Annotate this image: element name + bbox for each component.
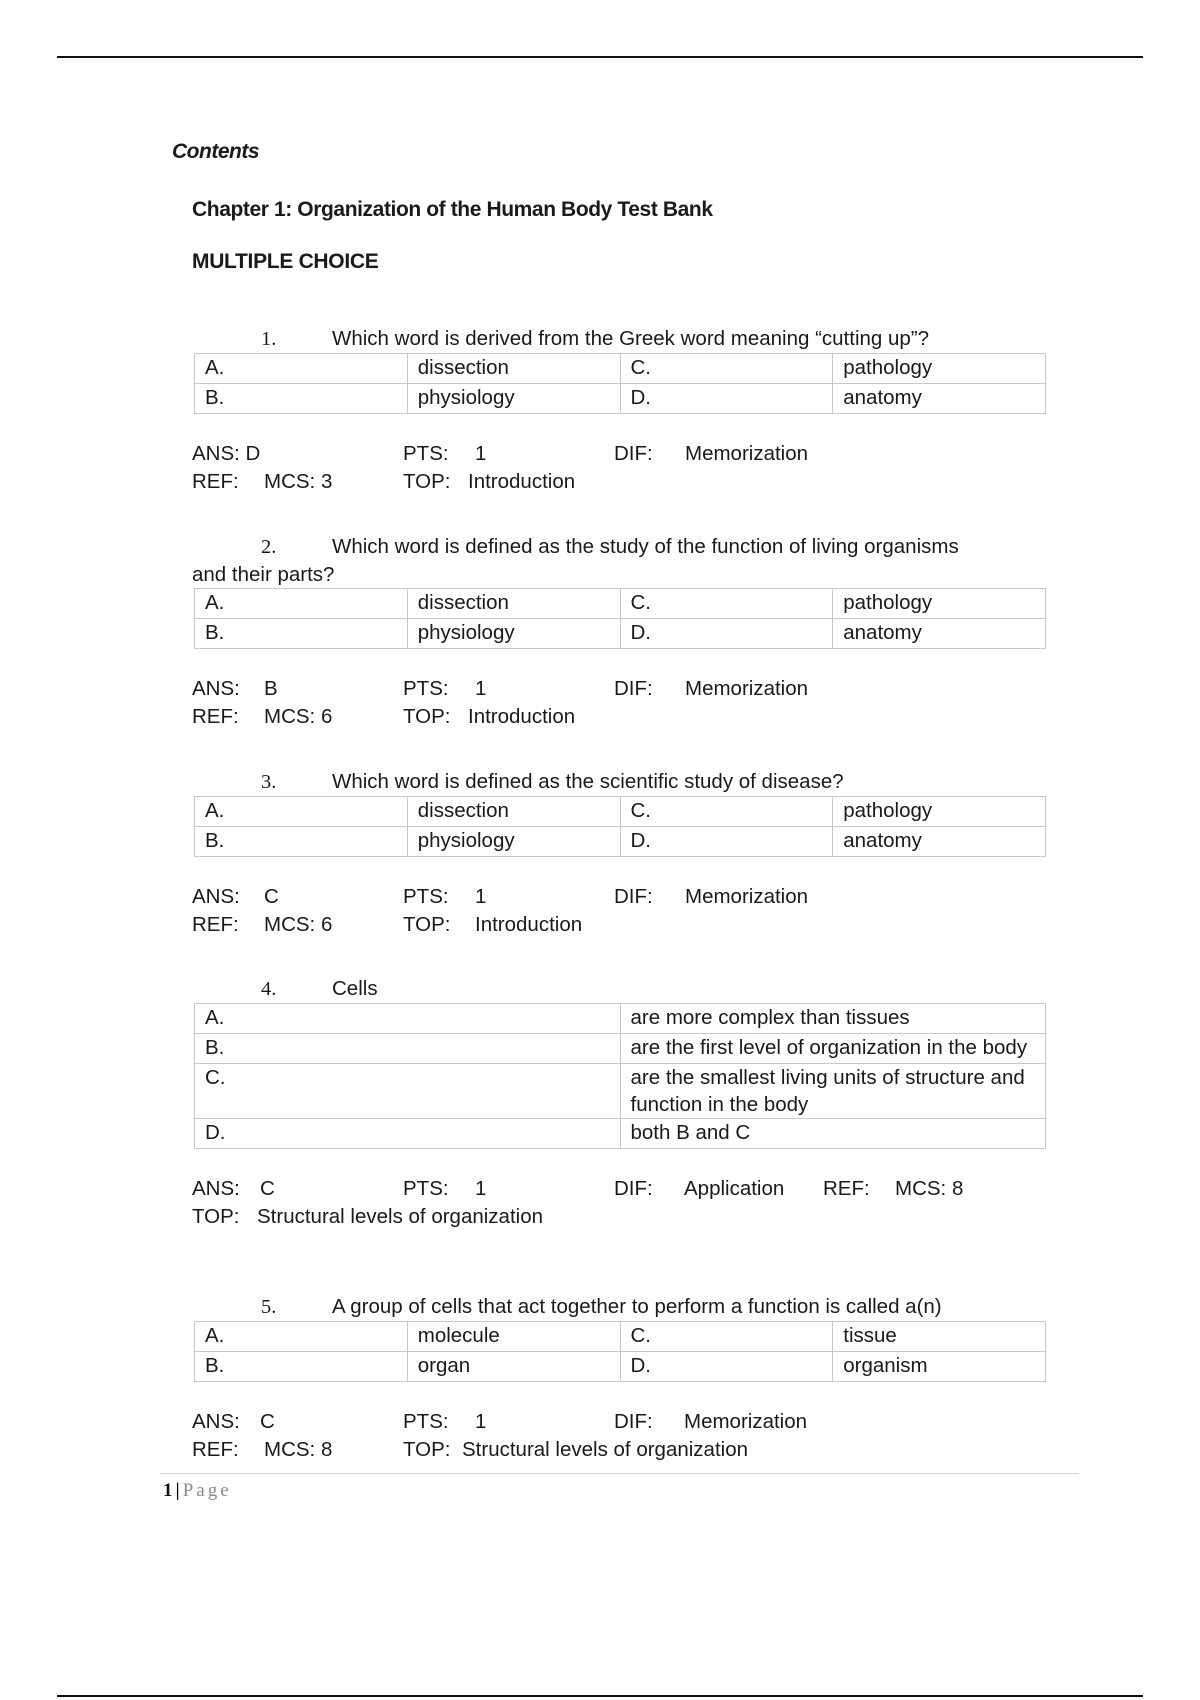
answer-meta	[192, 1175, 1052, 1231]
answer-options-table	[194, 1003, 1046, 1149]
dif-value: Memorization	[685, 442, 809, 465]
dif-value: Memorization	[684, 1410, 808, 1433]
question-stem	[192, 325, 1052, 353]
question-text: Which word is defined as the scientific study of disease?	[332, 770, 844, 793]
table-row	[195, 1004, 1046, 1034]
contents-title: Contents	[172, 140, 259, 163]
option-text: are the smallest living units of structure and function in the body	[620, 1064, 1046, 1119]
answer-meta	[192, 675, 1052, 731]
pts-value: 1	[475, 885, 487, 908]
question-number: 3.	[261, 771, 277, 793]
option-text: are more complex than tissues	[620, 1004, 1046, 1034]
question-text-continued: and their parts?	[192, 563, 335, 586]
top-label: TOP:	[192, 1205, 240, 1228]
table-row	[195, 354, 1046, 384]
question-number: 1.	[261, 328, 277, 350]
option-text: dissection	[407, 354, 620, 384]
option-text: both B and C	[620, 1119, 1046, 1149]
option-text: molecule	[407, 1322, 620, 1352]
ref-label: REF:	[192, 470, 239, 493]
option-letter: A.	[195, 589, 408, 619]
option-text: anatomy	[833, 827, 1046, 857]
table-row	[195, 827, 1046, 857]
option-letter: C.	[620, 797, 833, 827]
dif-value: Memorization	[685, 677, 809, 700]
ref-label: REF:	[192, 913, 239, 936]
option-letter: B.	[195, 384, 408, 414]
dif-label: DIF:	[614, 1410, 653, 1433]
pts-value: 1	[475, 1410, 487, 1433]
question-number: 5.	[261, 1296, 277, 1318]
dif-value: Memorization	[685, 885, 809, 908]
question-stem	[192, 1293, 1052, 1321]
question-5	[192, 1293, 1052, 1464]
ref-label: REF:	[192, 705, 239, 728]
option-letter: C.	[620, 1322, 833, 1352]
question-number: 2.	[261, 536, 277, 558]
option-text: physiology	[407, 619, 620, 649]
top-label: TOP:	[403, 913, 451, 936]
ans-value: B	[264, 677, 278, 700]
page-label: Page	[182, 1480, 232, 1501]
option-letter: B.	[195, 619, 408, 649]
option-letter: A.	[195, 1322, 408, 1352]
question-stem	[192, 768, 1052, 796]
option-text: are the first level of organization in the body	[620, 1034, 1046, 1064]
answer-options-table	[194, 588, 1046, 649]
question-4	[192, 975, 1052, 1231]
pts-value: 1	[475, 677, 487, 700]
ans-label: ANS:	[192, 1177, 240, 1200]
bottom-rule	[57, 1695, 1143, 1697]
option-text: pathology	[833, 589, 1046, 619]
option-letter: D.	[195, 1119, 621, 1149]
question-1	[192, 325, 1052, 496]
ref-label: REF:	[823, 1177, 870, 1200]
pts-label: PTS:	[403, 677, 449, 700]
option-letter: A.	[195, 354, 408, 384]
option-letter: D.	[620, 384, 833, 414]
answer-meta	[192, 440, 1052, 496]
option-text: organism	[833, 1352, 1046, 1382]
footer-rule	[160, 1473, 1079, 1474]
question-text: Which word is derived from the Greek word meaning “cutting up”?	[332, 327, 930, 350]
ref-value: MCS: 8	[264, 1438, 333, 1461]
option-text: anatomy	[833, 619, 1046, 649]
option-letter: D.	[620, 827, 833, 857]
top-value: Introduction	[468, 705, 576, 728]
dif-label: DIF:	[614, 885, 653, 908]
option-text: anatomy	[833, 384, 1046, 414]
table-row	[195, 1119, 1046, 1149]
table-row	[195, 589, 1046, 619]
option-text: organ	[407, 1352, 620, 1382]
answer-meta	[192, 1408, 1052, 1464]
pts-value: 1	[475, 442, 487, 465]
option-letter: C.	[620, 589, 833, 619]
question-text: A group of cells that act together to perform a function is called a(n)	[332, 1295, 942, 1318]
answer-options-table	[194, 353, 1046, 414]
question-number: 4.	[261, 978, 277, 1000]
question-2	[192, 533, 1052, 731]
option-letter: A.	[195, 1004, 621, 1034]
question-stem	[192, 975, 1052, 1003]
section-title: MULTIPLE CHOICE	[192, 250, 379, 273]
option-letter: A.	[195, 797, 408, 827]
dif-label: DIF:	[614, 1177, 653, 1200]
answer-options-table	[194, 796, 1046, 857]
dif-value: Application	[684, 1177, 785, 1200]
top-value: Structural levels of organization	[462, 1438, 749, 1461]
pts-label: PTS:	[403, 885, 449, 908]
answer-options-table	[194, 1321, 1046, 1382]
option-letter: C.	[195, 1064, 621, 1119]
ans-value: C	[260, 1410, 275, 1433]
ans-label: ANS:	[192, 1410, 240, 1433]
top-label: TOP:	[403, 705, 451, 728]
ref-value: MCS: 3	[264, 470, 333, 493]
answer-meta	[192, 883, 1052, 939]
ans-value: C	[264, 885, 279, 908]
top-value: Introduction	[468, 470, 576, 493]
top-value: Structural levels of organization	[257, 1205, 544, 1228]
ans-label: ANS:	[192, 677, 240, 700]
question-3	[192, 768, 1052, 939]
dif-label: DIF:	[614, 442, 653, 465]
option-letter: B.	[195, 1034, 621, 1064]
pts-label: PTS:	[403, 1177, 449, 1200]
option-letter: B.	[195, 827, 408, 857]
ref-value: MCS: 6	[264, 913, 333, 936]
footer-separator: |	[175, 1480, 180, 1501]
option-letter: B.	[195, 1352, 408, 1382]
ref-value: MCS: 6	[264, 705, 333, 728]
table-row	[195, 619, 1046, 649]
option-letter: D.	[620, 619, 833, 649]
table-row	[195, 1034, 1046, 1064]
pts-label: PTS:	[403, 442, 449, 465]
question-text: Which word is defined as the study of the function of living organisms	[332, 535, 959, 558]
ans-label: ANS:	[192, 885, 240, 908]
table-row	[195, 384, 1046, 414]
option-letter: D.	[620, 1352, 833, 1382]
option-text: physiology	[407, 384, 620, 414]
option-text: tissue	[833, 1322, 1046, 1352]
option-letter: C.	[620, 354, 833, 384]
question-stem	[192, 533, 1052, 588]
table-row	[195, 797, 1046, 827]
ans-value: C	[260, 1177, 275, 1200]
pts-value: 1	[475, 1177, 487, 1200]
dif-label: DIF:	[614, 677, 653, 700]
page-number: 1	[163, 1480, 173, 1501]
table-row	[195, 1064, 1046, 1119]
question-text: Cells	[332, 977, 378, 1000]
table-row	[195, 1322, 1046, 1352]
option-text: dissection	[407, 797, 620, 827]
table-row	[195, 1352, 1046, 1382]
top-label: TOP:	[403, 470, 451, 493]
ans-label: ANS: D	[192, 442, 261, 465]
top-rule	[57, 56, 1143, 58]
ref-label: REF:	[192, 1438, 239, 1461]
ref-value: MCS: 8	[895, 1177, 964, 1200]
top-label: TOP:	[403, 1438, 451, 1461]
option-text: physiology	[407, 827, 620, 857]
option-text: pathology	[833, 354, 1046, 384]
option-text: pathology	[833, 797, 1046, 827]
option-text: dissection	[407, 589, 620, 619]
pts-label: PTS:	[403, 1410, 449, 1433]
page-footer	[163, 1480, 232, 1502]
chapter-title: Chapter 1: Organization of the Human Body Test Bank	[192, 198, 713, 221]
top-value: Introduction	[475, 913, 583, 936]
